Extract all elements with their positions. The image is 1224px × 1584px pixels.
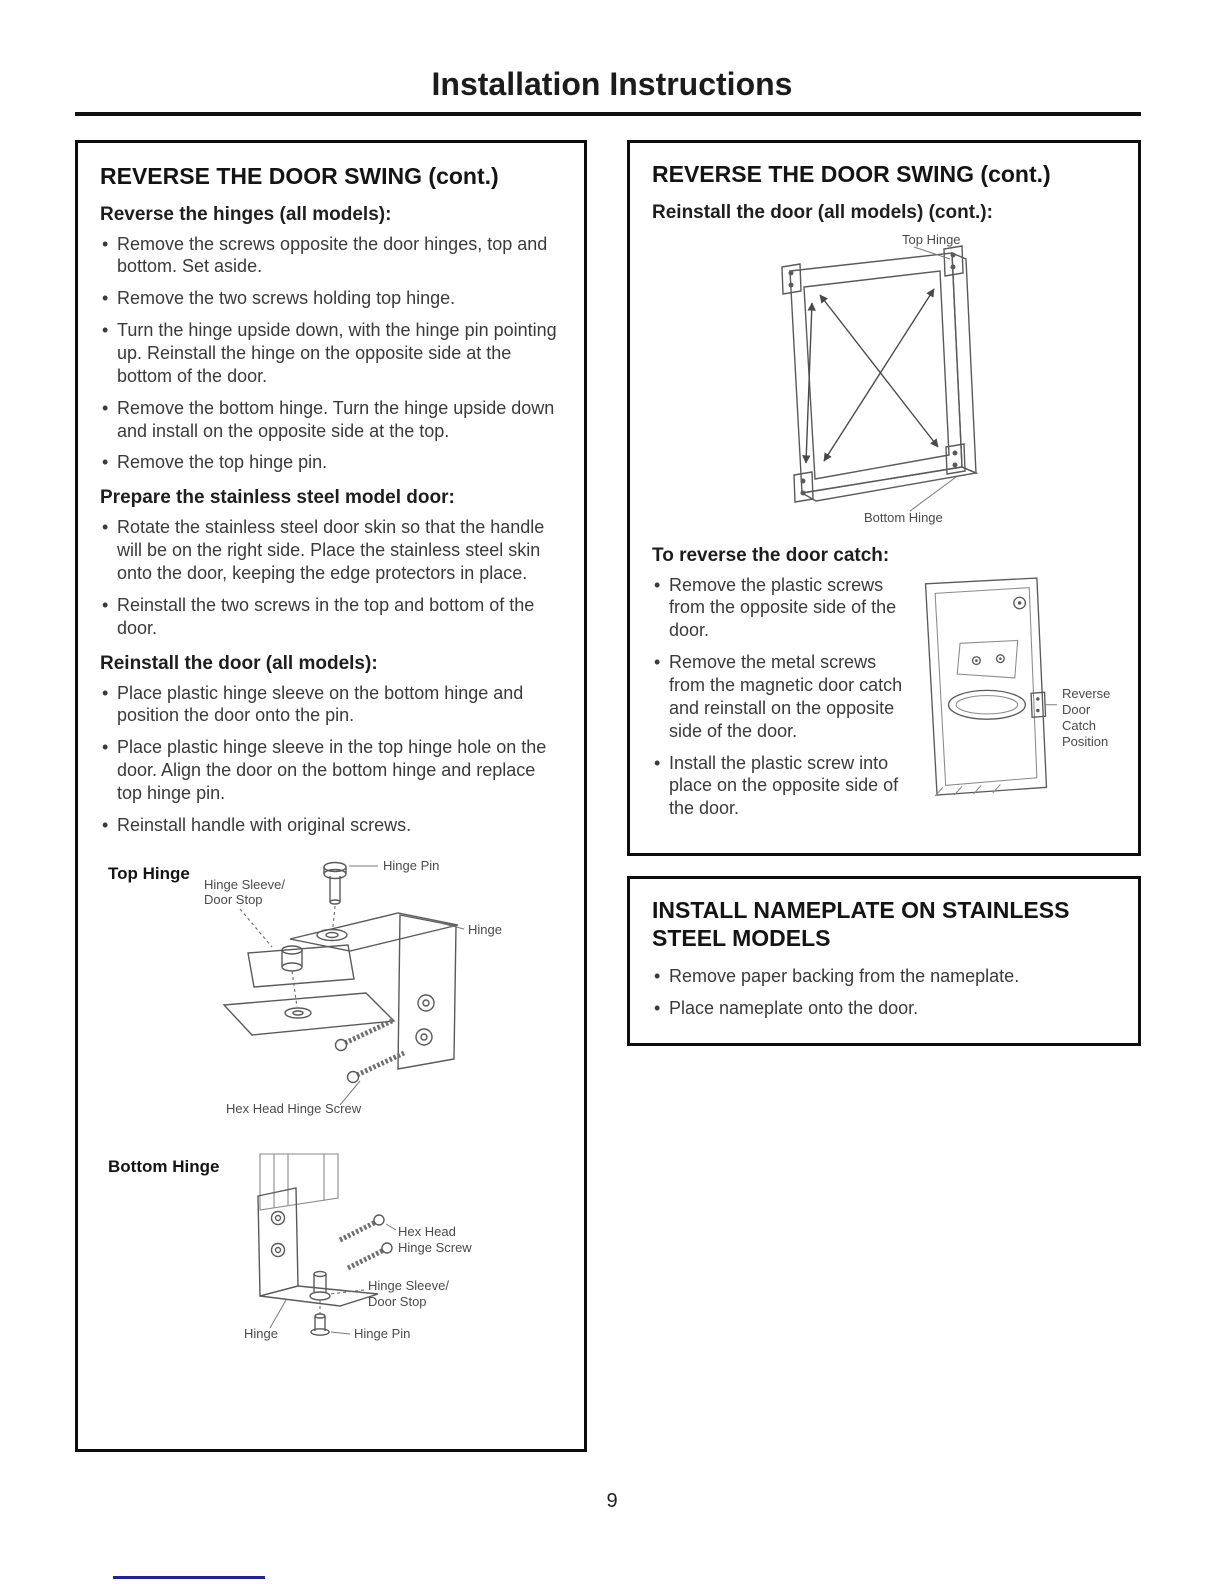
left-instruction-box: [75, 140, 587, 1452]
list-item: • Remove the plastic screws from the opposite side of the door.: [652, 574, 910, 643]
reverse-hinges-list: [100, 233, 562, 475]
footer-artifact-line: [113, 1576, 265, 1579]
door-catch-diagram: [914, 574, 1114, 830]
door-corner-drawing: [260, 1154, 338, 1210]
hinge-label: Hinge: [468, 921, 502, 937]
nameplate-heading: INSTALL NAMEPLATE ON STAINLESS STEEL MODELS: [652, 897, 1070, 951]
door-catch-section: [652, 574, 1116, 830]
bottom-hinge-title: Bottom Hinge: [108, 1156, 220, 1176]
top-hinge-illustration: [100, 853, 566, 1121]
hinge-pin-label: Hinge Pin: [383, 857, 440, 873]
list-item: • Remove the two screws holding top hinge.: [100, 287, 562, 310]
list-item: • Place nameplate onto the door.: [652, 997, 1116, 1020]
bottom-hex-screws-drawing: [340, 1215, 392, 1268]
door-swap-illustration: [652, 231, 1102, 527]
title-rule: [75, 112, 1141, 116]
list-item: • Install the plastic screw into place on the opposite side of the door.: [652, 752, 910, 821]
hinge-label: Hinge: [244, 1325, 278, 1341]
nameplate-list: [652, 965, 1116, 1020]
right-box-heading: REVERSE THE DOOR SWING (cont.): [652, 161, 1051, 187]
top-hinge-title: Top Hinge: [108, 863, 190, 883]
list-item: • Remove the screws opposite the door hinges, top and bottom. Set aside.: [100, 233, 562, 279]
subheading-reinstall-door: Reinstall the door (all models):: [100, 652, 378, 674]
bottom-hinge-illustration: [100, 1148, 566, 1353]
list-item: • Remove the metal screws from the magnetic door catch and reinstall on the opposite side of the door.: [652, 651, 910, 742]
bottom-hinge-diagram: [100, 1148, 562, 1358]
door-catch-list: [652, 574, 910, 830]
page-number: 9: [606, 1490, 618, 1512]
reverse-door-catch-label: [1062, 686, 1114, 751]
hex-head-label-line1: Hex Head: [398, 1223, 456, 1239]
catch-label-line1: Reverse: [1062, 685, 1111, 701]
hex-head-label-line2: Hinge Screw: [398, 1239, 472, 1255]
subheading-reinstall-door-cont: Reinstall the door (all models) (cont.):: [652, 201, 993, 223]
sleeve-label-line1: Hinge Sleeve/: [368, 1277, 449, 1293]
catch-label-line3: Position: [1062, 734, 1109, 750]
list-item: • Remove paper backing from the nameplate.: [652, 965, 1116, 988]
list-item: • Remove the bottom hinge. Turn the hinge upside down and install on the opposite side at the top.: [100, 397, 562, 443]
nameplate-box: [627, 876, 1141, 1046]
sleeve-label-line2: Door Stop: [368, 1293, 427, 1309]
page-title: Installation Instructions: [431, 66, 793, 102]
top-hinge-diagram: [100, 853, 562, 1126]
door-catch-illustration: [914, 574, 1058, 800]
subheading-door-catch: To reverse the door catch:: [652, 544, 890, 566]
list-item: • Turn the hinge upside down, with the hinge pin pointing up. Reinstall the hinge on the opposite side at the bottom of the door.: [100, 319, 562, 388]
hinge-sleeve-label-line1: Hinge Sleeve/: [204, 876, 285, 892]
hinge-pin-drawing: [324, 862, 346, 904]
reinstall-door-list: [100, 682, 562, 837]
hex-head-screw-label: Hex Head Hinge Screw: [226, 1100, 362, 1116]
door-bottom-hinge-label: Bottom Hinge: [864, 509, 943, 525]
door-top-hinge-label: Top Hinge: [902, 231, 961, 247]
bottom-hinge-pin-drawing: [311, 1314, 329, 1335]
door-swap-diagram: [652, 231, 1116, 532]
hex-screw-drawing: [336, 1021, 405, 1083]
subheading-prepare-door: Prepare the stainless steel model door:: [100, 487, 455, 509]
right-instruction-box: [627, 140, 1141, 856]
list-item: • Reinstall the two screws in the top and bottom of the door.: [100, 594, 562, 640]
hinge-pin-label: Hinge Pin: [354, 1325, 411, 1341]
list-item: • Reinstall handle with original screws.: [100, 814, 562, 837]
catch-label-line2: Door Catch: [1062, 701, 1096, 734]
list-item: • Place plastic hinge sleeve on the bottom hinge and position the door onto the pin.: [100, 682, 562, 728]
prepare-door-list: [100, 516, 562, 639]
hinge-sleeve-label-line2: Door Stop: [204, 891, 263, 907]
list-item: • Place plastic hinge sleeve in the top hinge hole on the door. Align the door on the bottom hinge and replace top hinge pin.: [100, 736, 562, 805]
list-item: • Rotate the stainless steel door skin so that the handle will be on the right side. Place the stainless steel skin onto the door, keeping the edge protectors in place.: [100, 516, 562, 585]
subheading-reverse-hinges: Reverse the hinges (all models):: [100, 203, 392, 225]
left-box-heading: REVERSE THE DOOR SWING (cont.): [100, 163, 499, 189]
list-item: • Remove the top hinge pin.: [100, 451, 562, 474]
